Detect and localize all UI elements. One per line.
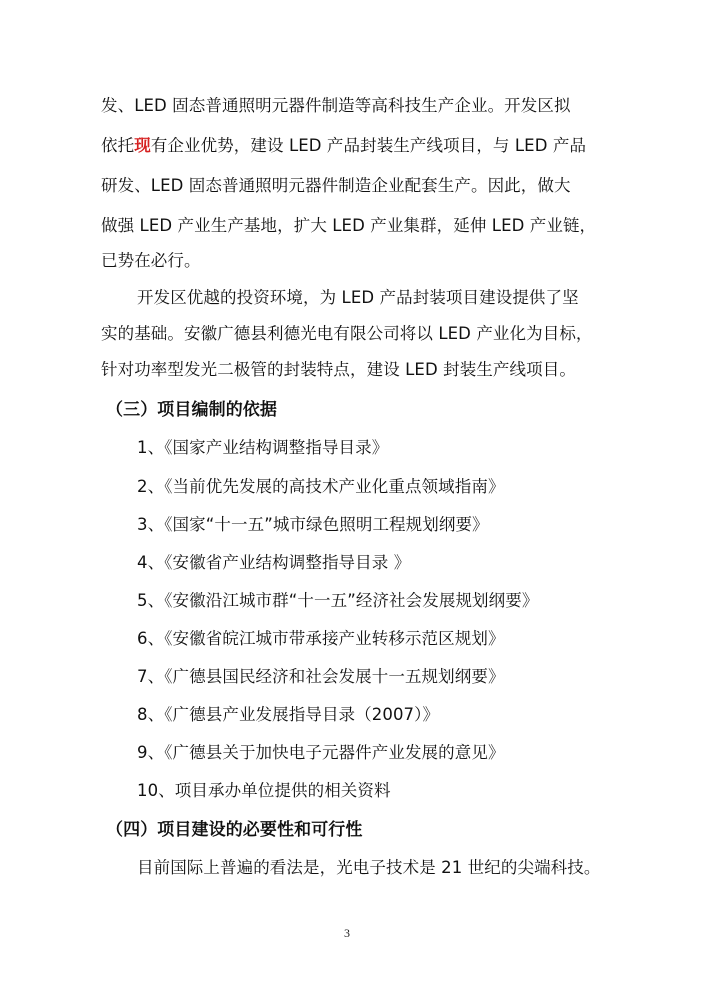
reference-item-1: 1、《国家产业结构调整指导目录》 bbox=[137, 438, 389, 457]
reference-item-2: 2、《当前优先发展的高技术产业化重点领域指南》 bbox=[137, 477, 505, 496]
page-number: 3 bbox=[344, 926, 350, 940]
reference-item-9: 9、《广德县关于加快电子元器件产业发展的意见》 bbox=[137, 743, 505, 762]
reference-item-5: 5、《安徽沿江城市群“十一五”经济社会发展规划纲要》 bbox=[137, 591, 539, 610]
paragraph-line-8: 针对功率型发光二极管的封装特点，建设 LED 封装生产线项目。 bbox=[101, 360, 576, 379]
reference-item-10: 10、项目承办单位提供的相关资料 bbox=[137, 781, 391, 800]
section-4-first-line: 目前国际上普遍的看法是，光电子技术是 21 世纪的尖端科技。 bbox=[137, 858, 601, 877]
paragraph-line-1: 发、LED 固态普通照明元器件制造等高科技生产企业。开发区拟 bbox=[101, 96, 571, 115]
paragraph-line-3: 研发、LED 固态普通照明元器件制造企业配套生产。因此，做大 bbox=[101, 176, 571, 195]
paragraph-line-4: 做强 LED 产业生产基地，扩大 LED 产业集群，延伸 LED 产业链， bbox=[101, 216, 597, 235]
reference-item-8: 8、《广德县产业发展指导目录（2007）》 bbox=[137, 705, 440, 724]
paragraph-line-7: 实的基础。安徽广德县利德光电有限公司将以 LED 产业化为目标， bbox=[101, 324, 593, 343]
reference-item-7: 7、《广德县国民经济和社会发展十一五规划纲要》 bbox=[137, 667, 505, 686]
reference-item-4: 4、《安徽省产业结构调整指导目录 》 bbox=[137, 553, 411, 572]
section-3-title: （三）项目编制的依据 bbox=[106, 400, 277, 420]
paragraph-line-2 bbox=[101, 136, 586, 156]
paragraph-line-2-prefix: 依托 bbox=[101, 136, 135, 155]
reference-item-3: 3、《国家“十一五”城市绿色照明工程规划纲要》 bbox=[137, 515, 489, 534]
paragraph-line-6: 开发区优越的投资环境，为 LED 产品封装项目建设提供了坚 bbox=[137, 288, 579, 307]
reference-item-6: 6、《安徽省皖江城市带承接产业转移示范区规划》 bbox=[137, 629, 505, 648]
section-4-title: （四）项目建设的必要性和可行性 bbox=[106, 820, 363, 840]
paragraph-line-2-suffix: 有企业优势，建设 LED 产品封装生产线项目，与 LED 产品 bbox=[150, 136, 587, 155]
paragraph-line-5: 已势在必行。 bbox=[101, 251, 201, 270]
highlighted-character: 现 bbox=[134, 136, 151, 155]
